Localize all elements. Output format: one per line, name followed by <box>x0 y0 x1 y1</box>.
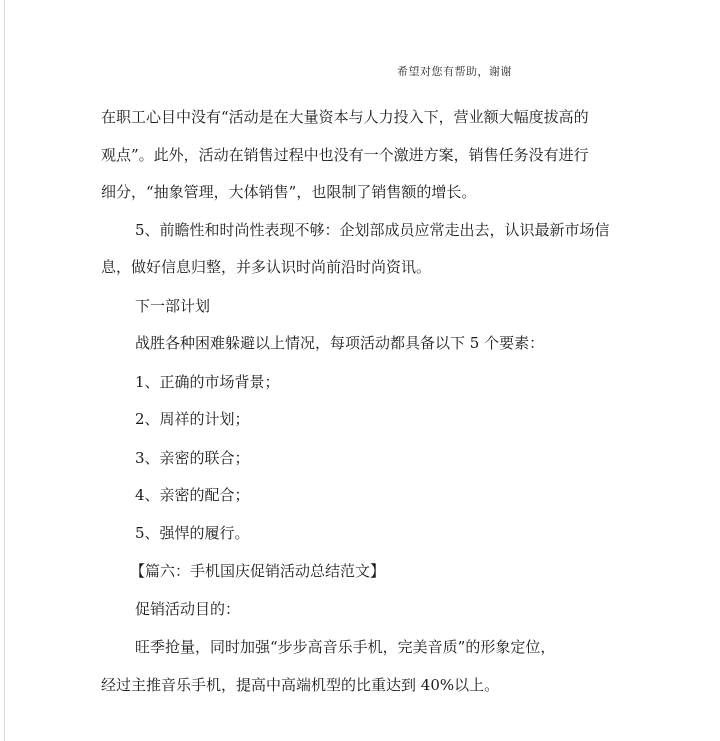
paragraph-line: 战胜各种困难躲避以上情况，每项活动都具备以下 5 个要素： <box>135 334 545 352</box>
list-item: 1、正确的市场背景； <box>135 373 280 391</box>
page-edge-line <box>4 0 5 741</box>
paragraph-line: 在职工心目中没有“活动是在大量资本与人力投入下，营业额大幅度拔高的 <box>101 108 589 126</box>
paragraph-line: 5、前瞻性和时尚性表现不够：企划部成员应常走出去，认识最新市场信 <box>135 221 610 239</box>
list-item: 3、亲密的联合； <box>135 449 250 467</box>
paragraph-line: 息，做好信息归整，并多认识时尚前沿时尚资讯。 <box>101 258 432 276</box>
section-title: 【篇六：手机国庆促销活动总结范文】 <box>130 562 386 580</box>
list-item: 2、周祥的计划； <box>135 410 250 428</box>
list-item: 5、强悍的履行。 <box>135 524 250 542</box>
paragraph-line: 促销活动目的： <box>135 600 241 618</box>
section-heading: 下一部计划 <box>135 297 211 315</box>
paragraph-line: 细分，“抽象管理，大体销售”，也限制了销售额的增长。 <box>101 183 477 201</box>
paragraph-line: 观点”。此外，活动在销售过程中也没有一个激进方案，销售任务没有进行 <box>101 146 589 164</box>
paragraph-line: 经过主推音乐手机，提高中高端机型的比重达到 40%以上。 <box>101 676 500 694</box>
list-item: 4、亲密的配合； <box>135 486 250 504</box>
header-note: 希望对您有帮助，谢谢 <box>397 65 512 78</box>
paragraph-line: 旺季抢量，同时加强“步步高音乐手机，完美音质”的形象定位， <box>135 638 556 656</box>
